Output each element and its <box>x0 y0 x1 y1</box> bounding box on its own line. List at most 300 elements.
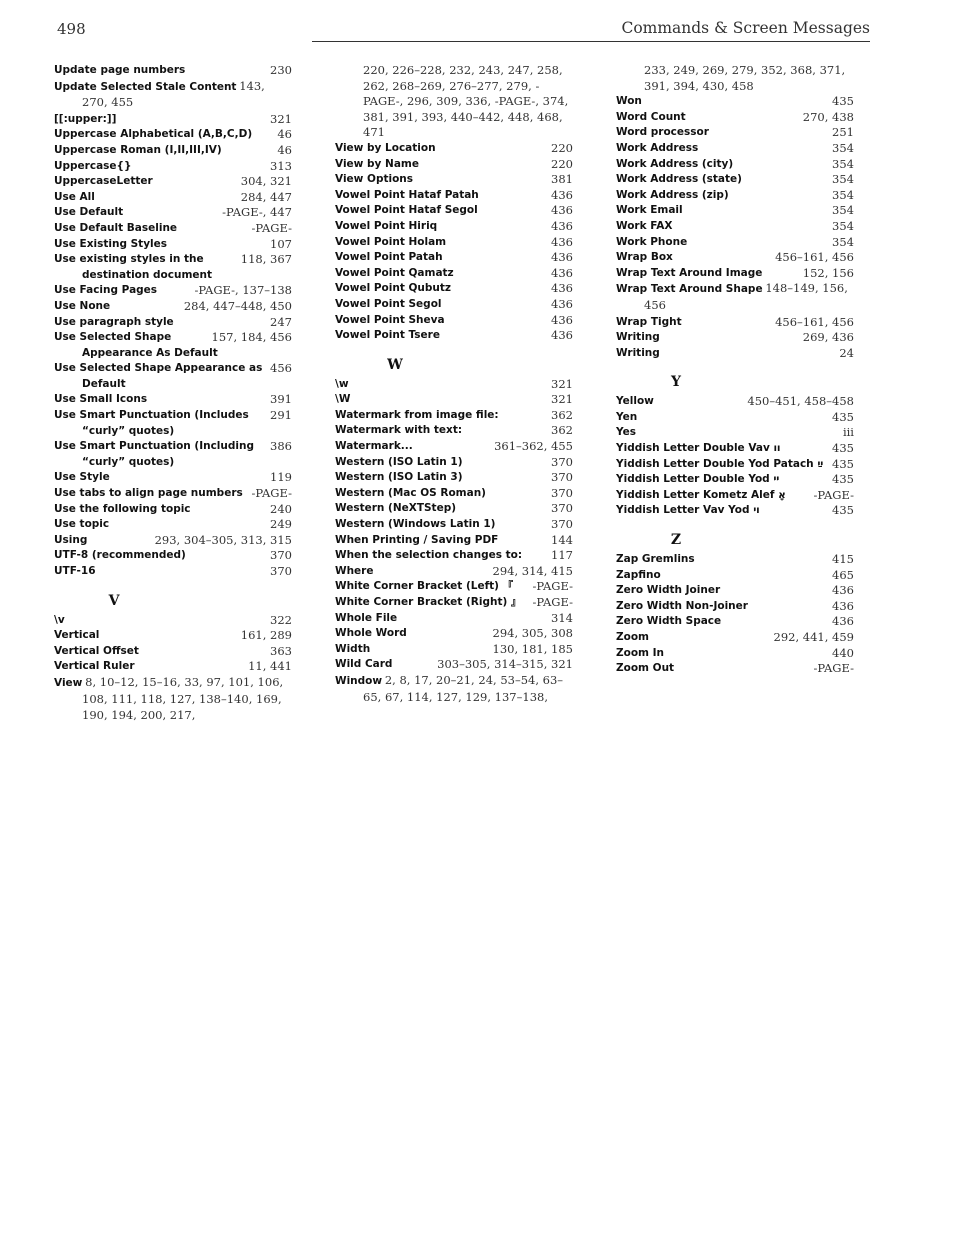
index-term: Vowel Point Segol <box>335 297 442 310</box>
index-entry <box>54 315 292 331</box>
index-term: Using <box>54 533 88 546</box>
index-term: Western (ISO Latin 1) <box>335 455 463 468</box>
index-pages: 436 <box>551 250 573 265</box>
index-entry <box>54 533 292 549</box>
index-term: Use existing styles in the destination document <box>54 253 213 281</box>
index-term: [[:upper:]] <box>54 112 117 125</box>
index-pages: 436 <box>832 598 854 613</box>
index-term: Use Existing Styles <box>54 237 168 250</box>
index-continuation: 220, 226–228, 232, 243, 247, 258, 262, 268–269, 276–277, 279, -PAGE-, 296, 309, 336, -PAGE-, 374, 381, 391, 393, 440–442, 448, 468, 471 <box>363 63 569 140</box>
index-term: Zoom In <box>616 646 665 659</box>
index-pages: 370 <box>551 517 573 532</box>
index-entry <box>54 613 292 629</box>
index-term: UTF-16 <box>54 565 96 577</box>
index-entry <box>335 219 573 235</box>
index-pages: 456–161, 456 <box>775 314 854 329</box>
index-pages: 436 <box>551 328 573 343</box>
index-entry <box>616 188 854 204</box>
index-pages: 354 <box>832 203 854 218</box>
index-entry <box>616 330 854 346</box>
section-letter: W <box>387 356 403 373</box>
index-pages: 354 <box>832 156 854 171</box>
index-entry <box>335 611 573 627</box>
index-column-2 <box>335 63 573 706</box>
index-pages: 303–305, 314–315, 321 <box>437 657 573 672</box>
index-term: Yiddish Letter Double Yod Patach ײַ <box>616 457 823 470</box>
index-term: Western (Mac OS Roman) <box>335 486 486 499</box>
index-term: Western (ISO Latin 3) <box>335 471 463 484</box>
index-pages: 46 <box>277 127 292 142</box>
index-pages: 435 <box>832 441 854 456</box>
index-term: Yiddish Letter Double Yod ײ <box>616 473 779 486</box>
index-entry <box>54 628 292 644</box>
index-entry <box>54 79 292 112</box>
index-term: Use the following topic <box>54 502 191 515</box>
index-entry <box>54 221 292 237</box>
index-term: Where <box>335 564 374 577</box>
index-entry <box>335 673 573 706</box>
index-pages: 436 <box>551 312 573 327</box>
index-entry <box>616 425 854 441</box>
index-pages: 435 <box>832 456 854 471</box>
index-pages: 361–362, 455 <box>494 439 573 454</box>
index-pages: 294, 314, 415 <box>492 563 573 578</box>
index-pages: 230 <box>270 63 292 77</box>
index-term: Writing <box>616 346 660 359</box>
index-term: Update page numbers <box>54 64 186 76</box>
index-term: Uppercase{} <box>54 159 132 172</box>
index-entry <box>54 237 292 253</box>
index-pages: -PAGE-, 447 <box>222 205 292 220</box>
index-column-1 <box>54 63 292 725</box>
index-entry <box>54 283 292 299</box>
index-term: Vowel Point Patah <box>335 251 443 264</box>
index-term: Uppercase Roman (I,II,III,IV) <box>54 143 222 156</box>
index-entry <box>335 455 573 471</box>
index-term: Vertical <box>54 629 100 642</box>
index-entry <box>335 157 573 173</box>
index-term: Work Address (city) <box>616 157 734 170</box>
index-pages: 435 <box>832 94 854 109</box>
index-entry <box>335 642 573 658</box>
index-pages: 117 <box>551 548 573 563</box>
index-entry <box>54 439 292 470</box>
index-term: Use Small Icons <box>54 393 148 406</box>
index-term: Width <box>335 642 371 655</box>
index-term: Wrap Text Around Image <box>616 266 763 279</box>
index-pages: 436 <box>551 296 573 311</box>
index-term: Use Smart Punctuation (Including “curly” quotes) <box>54 440 254 468</box>
index-term: View <box>54 676 83 689</box>
index-term: Use None <box>54 299 111 312</box>
index-entry <box>335 564 573 580</box>
index-pages: 415 <box>832 552 854 567</box>
index-term: \v <box>54 613 65 626</box>
index-pages: 284, 447–448, 450 <box>183 298 292 313</box>
index-pages: 436 <box>551 218 573 233</box>
index-entry <box>335 266 573 282</box>
index-term: Whole Word <box>335 627 407 640</box>
index-term: Wild Card <box>335 658 393 671</box>
index-entry <box>335 439 573 455</box>
index-entry <box>616 157 854 173</box>
index-pages: 249 <box>270 517 292 532</box>
index-entry <box>616 346 854 362</box>
index-entry <box>54 330 292 361</box>
index-pages: 2, 8, 17, 20–21, 24, 53–54, 63–65, 67, 114, 127, 129, 137–138, <box>363 672 564 704</box>
index-pages: 161, 289 <box>240 628 292 643</box>
index-entry <box>335 408 573 424</box>
index-entry <box>335 328 573 344</box>
index-entry <box>54 361 292 392</box>
section-letter: Z <box>670 532 682 549</box>
index-entry <box>616 568 854 584</box>
index-entry <box>616 250 854 266</box>
index-term: When the selection changes to: <box>335 549 523 562</box>
index-pages: 363 <box>270 643 292 658</box>
index-pages: -PAGE- <box>532 595 573 609</box>
index-entry <box>616 172 854 188</box>
index-entry <box>54 127 292 143</box>
index-entry <box>616 203 854 219</box>
index-pages: 354 <box>832 218 854 233</box>
index-pages: 465 <box>832 567 854 582</box>
index-pages: 370 <box>551 454 573 469</box>
index-term: Zero Width Non-Joiner <box>616 599 748 612</box>
index-term: Wrap Box <box>616 251 673 264</box>
index-pages: 435 <box>832 503 854 518</box>
index-term: Use Selected Shape Appearance As Default <box>54 331 218 359</box>
section-letter: V <box>108 592 120 609</box>
index-entry <box>335 141 573 157</box>
index-term: Use Default <box>54 206 124 219</box>
index-term: Zoom Out <box>616 662 675 675</box>
index-pages: 436 <box>551 234 573 249</box>
index-entry <box>616 410 854 426</box>
index-pages: 304, 321 <box>240 174 292 189</box>
index-term: Vowel Point Holam <box>335 235 447 248</box>
index-pages: 321 <box>551 376 573 391</box>
index-entry <box>335 250 573 266</box>
index-entry <box>54 63 292 79</box>
index-pages: 107 <box>270 236 292 251</box>
index-entry <box>616 94 854 110</box>
index-entry <box>335 377 573 393</box>
index-entry <box>54 675 292 725</box>
index-term: Vowel Point Hiriq <box>335 219 438 232</box>
index-term: Wrap Tight <box>616 315 682 328</box>
index-pages: 294, 305, 308 <box>492 626 573 641</box>
index-entry <box>616 457 854 473</box>
index-pages: 386 <box>270 439 292 454</box>
index-pages: 391 <box>270 392 292 407</box>
index-pages: 436 <box>551 203 573 218</box>
index-pages: 293, 304–305, 313, 315 <box>154 532 292 547</box>
index-term: Use All <box>54 190 95 203</box>
index-entry <box>54 190 292 206</box>
index-term: Wrap Text Around Shape <box>616 283 763 296</box>
index-pages: 456–161, 456 <box>775 250 854 265</box>
index-entry <box>616 141 854 157</box>
index-entry <box>335 533 573 549</box>
index-term: Vowel Point Qubutz <box>335 282 452 295</box>
index-pages: 435 <box>832 409 854 424</box>
index-pages: 362 <box>551 407 573 422</box>
header-rule <box>312 41 870 42</box>
index-pages: 354 <box>832 187 854 202</box>
index-entry <box>335 579 573 595</box>
index-term: Yiddish Letter Double Vav װ <box>616 442 781 455</box>
index-pages: -PAGE- <box>532 579 573 594</box>
index-entry <box>616 583 854 599</box>
index-entry <box>616 441 854 457</box>
index-term: Use Facing Pages <box>54 284 158 297</box>
index-entry <box>335 235 573 251</box>
index-pages: 436 <box>551 187 573 202</box>
index-term: UTF-8 (recommended) <box>54 549 186 562</box>
index-term: Watermark from image file: <box>335 408 499 421</box>
index-pages: 284, 447 <box>240 189 292 204</box>
index-pages: -PAGE- <box>251 220 292 235</box>
index-pages: -PAGE-, 137–138 <box>194 283 292 298</box>
index-pages: 450–451, 458–458 <box>747 394 854 409</box>
index-entry <box>54 174 292 190</box>
index-pages: 8, 10–12, 15–16, 33, 97, 101, 106, 108, 111, 118, 127, 138–140, 169, 190, 194, 200, 217, <box>82 674 284 723</box>
index-term: Use topic <box>54 518 110 531</box>
index-pages: 220 <box>551 156 573 171</box>
index-term: Work Address (state) <box>616 173 742 186</box>
index-entry <box>335 657 573 673</box>
index-pages: 322 <box>270 612 292 627</box>
running-header-title: Commands & Screen Messages <box>621 19 870 37</box>
index-entry <box>335 423 573 439</box>
index-pages: 436 <box>832 583 854 598</box>
index-term: View by Location <box>335 141 436 154</box>
index-term: Vowel Point Tsere <box>335 329 440 342</box>
index-entry <box>335 313 573 329</box>
index-pages: 46 <box>277 142 292 157</box>
index-pages: 11, 441 <box>248 659 292 674</box>
index-entry <box>54 564 292 580</box>
index-entry <box>54 502 292 518</box>
index-term: Vowel Point Hataf Patah <box>335 188 479 201</box>
index-entry <box>616 503 854 519</box>
index-entry <box>54 408 292 439</box>
index-term: Zero Width Space <box>616 615 722 628</box>
index-entry <box>616 281 854 314</box>
index-entry <box>335 203 573 219</box>
index-entry <box>335 392 573 408</box>
index-pages: 435 <box>832 472 854 487</box>
index-pages: -PAGE- <box>813 487 854 502</box>
index-term: Western (NeXTStep) <box>335 502 457 515</box>
index-pages: 440 <box>832 645 854 660</box>
index-entry <box>54 159 292 175</box>
index-entry <box>616 472 854 488</box>
index-pages: 370 <box>551 470 573 485</box>
index-term: Yiddish Letter Vav Yod ױ <box>616 504 760 517</box>
index-term: Zero Width Joiner <box>616 584 721 597</box>
index-term: Yes <box>616 426 637 439</box>
index-pages: 269, 436 <box>802 330 854 345</box>
index-pages: 220 <box>551 140 573 155</box>
section-letter: Y <box>671 374 681 391</box>
index-term: View Options <box>335 173 414 186</box>
index-pages: 247 <box>270 314 292 329</box>
index-entry <box>616 394 854 410</box>
index-term: Zoom <box>616 631 649 643</box>
index-pages: 270, 438 <box>802 109 854 124</box>
index-term: Use Default Baseline <box>54 221 178 234</box>
index-term: \W <box>335 393 351 406</box>
index-term: Yen <box>616 410 638 423</box>
index-entry <box>335 281 573 297</box>
index-pages: 313 <box>270 158 292 173</box>
index-term: Use tabs to align page numbers <box>54 487 243 500</box>
index-entry <box>54 143 292 159</box>
index-entry <box>54 548 292 564</box>
index-column-3 <box>616 63 854 677</box>
index-pages: 456 <box>270 361 292 376</box>
index-term: Vowel Point Hataf Segol <box>335 204 478 217</box>
index-pages: 321 <box>551 392 573 407</box>
index-pages: 370 <box>270 564 292 578</box>
index-pages: 354 <box>832 234 854 249</box>
index-entry <box>335 470 573 486</box>
index-pages: 314 <box>551 610 573 625</box>
index-term: Work Address (zip) <box>616 188 729 201</box>
index-entry <box>54 299 292 315</box>
index-pages: -PAGE- <box>813 661 854 676</box>
index-entry <box>616 266 854 282</box>
index-entry <box>616 630 854 646</box>
index-term: Won <box>616 95 642 108</box>
index-term: Yellow <box>616 395 654 408</box>
index-entry <box>616 614 854 630</box>
index-entry <box>616 219 854 235</box>
index-term: Window <box>335 674 383 687</box>
index-term: Work FAX <box>616 219 673 232</box>
index-term: Use Style <box>54 471 110 484</box>
index-pages: 370 <box>551 485 573 500</box>
index-pages: 148–149, 156, 456 <box>644 281 848 312</box>
index-term: Word processor <box>616 126 709 139</box>
index-entry <box>616 552 854 568</box>
index-entry <box>54 644 292 660</box>
index-term: Use paragraph style <box>54 315 174 328</box>
index-term: Whole File <box>335 611 398 624</box>
index-entry <box>335 188 573 204</box>
index-entry <box>616 125 854 141</box>
index-pages: 24 <box>839 345 854 360</box>
index-term: Vowel Point Qamatz <box>335 266 454 279</box>
index-pages: -PAGE- <box>251 486 292 501</box>
index-term: Yiddish Letter Kometz Alef אָ <box>616 488 786 501</box>
index-term: Use Smart Punctuation (Includes “curly” quotes) <box>54 409 249 437</box>
index-term: View by Name <box>335 157 419 170</box>
index-term: Update Selected Stale Content <box>54 80 237 93</box>
index-pages: 144 <box>551 532 573 547</box>
index-term: White Corner Bracket (Left) 『 <box>335 580 514 593</box>
index-term: Work Phone <box>616 235 688 248</box>
index-entry <box>616 235 854 251</box>
index-entry <box>54 659 292 675</box>
index-entry <box>616 110 854 126</box>
index-pages: 251 <box>832 125 854 140</box>
index-pages: 292, 441, 459 <box>773 630 854 644</box>
index-entry <box>54 517 292 533</box>
index-pages: 119 <box>270 470 292 485</box>
index-pages: 240 <box>270 501 292 516</box>
index-pages: 436 <box>551 281 573 296</box>
index-term: Uppercase Alphabetical (A,B,C,D) <box>54 128 253 141</box>
index-term: Vertical Ruler <box>54 660 135 673</box>
index-pages: 370 <box>270 548 292 563</box>
index-entry <box>54 112 292 128</box>
index-entry <box>335 172 573 188</box>
index-term: Vertical Offset <box>54 644 139 657</box>
index-entry <box>616 661 854 677</box>
index-term: \w <box>335 377 349 390</box>
index-term: When Printing / Saving PDF <box>335 533 499 546</box>
index-entry <box>616 315 854 331</box>
index-continuation: 233, 249, 269, 279, 352, 368, 371, 391, 394, 430, 458 <box>644 63 846 93</box>
index-entry <box>616 646 854 662</box>
index-entry <box>54 470 292 486</box>
index-term: White Corner Bracket (Right) 』 <box>335 596 522 608</box>
index-entry <box>335 486 573 502</box>
index-pages: 362 <box>551 423 573 438</box>
index-term: Western (Windows Latin 1) <box>335 518 496 531</box>
index-term: Writing <box>616 331 660 344</box>
index-entry <box>335 595 573 611</box>
index-term: Zapfino <box>616 568 661 581</box>
index-pages: 381 <box>551 172 573 187</box>
index-term: UppercaseLetter <box>54 175 153 188</box>
index-pages: 354 <box>832 140 854 155</box>
index-pages: 152, 156 <box>802 265 854 280</box>
index-entry <box>335 297 573 313</box>
index-entry <box>54 252 292 283</box>
index-pages: 143, 270, 455 <box>82 78 265 110</box>
index-entry <box>54 486 292 502</box>
index-term: Work Address <box>616 141 699 154</box>
index-term: Use Selected Shape Appearance as Default <box>54 362 263 390</box>
index-pages: 354 <box>832 172 854 187</box>
index-entry <box>616 488 854 504</box>
index-entry <box>616 599 854 615</box>
index-entry <box>335 517 573 533</box>
index-pages: iii <box>842 425 854 440</box>
index-pages: 118, 367 <box>240 252 292 267</box>
index-pages: 436 <box>832 614 854 629</box>
index-pages: 321 <box>270 111 292 126</box>
index-term: Watermark with text: <box>335 424 463 437</box>
index-entry <box>335 626 573 642</box>
index-entry <box>335 501 573 517</box>
index-pages: 130, 181, 185 <box>492 641 573 656</box>
index-term: Work Email <box>616 204 683 217</box>
index-pages: 370 <box>551 501 573 516</box>
index-pages: 157, 184, 456 <box>211 330 292 345</box>
index-term: Word Count <box>616 110 686 123</box>
index-pages: 436 <box>551 265 573 280</box>
index-entry <box>335 548 573 564</box>
index-term: Zap Gremlins <box>616 553 695 566</box>
page-number: 498 <box>57 20 86 38</box>
index-entry <box>54 392 292 408</box>
index-term: Vowel Point Sheva <box>335 313 445 326</box>
